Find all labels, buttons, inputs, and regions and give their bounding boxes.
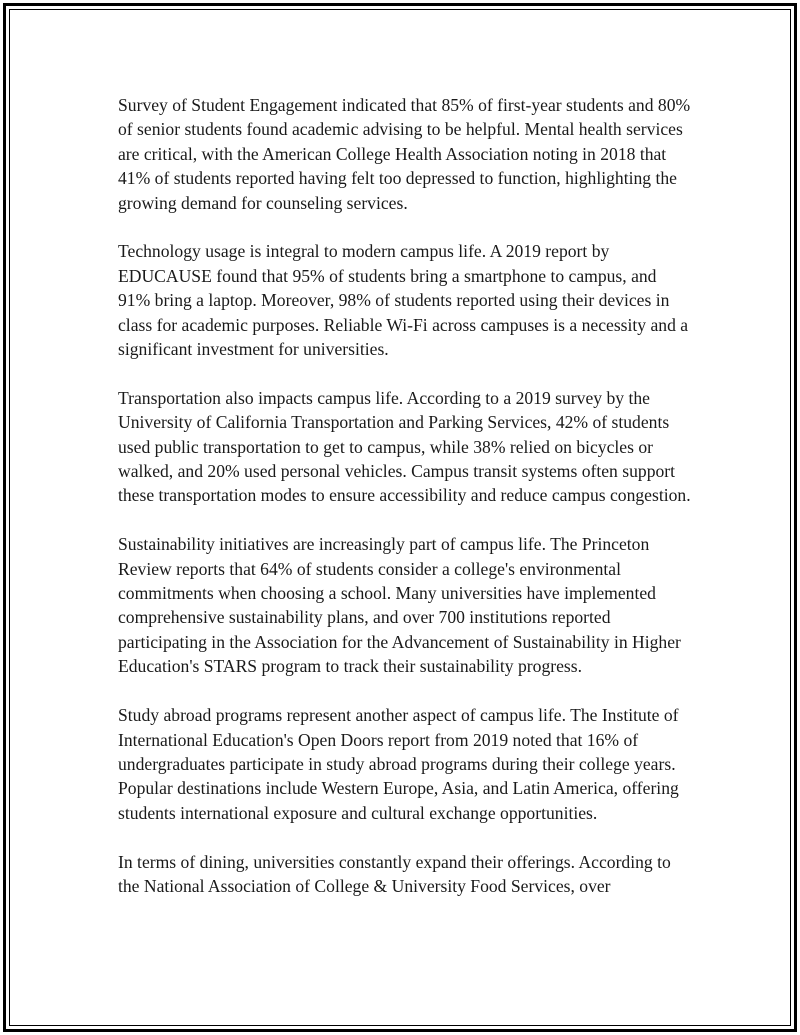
paragraph-dining: In terms of dining, universities constantly expand their offerings. According to the National Association of College & University Food Services, over	[118, 851, 671, 896]
paragraph-study-abroad: Study abroad programs represent another aspect of campus life. The Institute of International Education's Open Doors report from 2019 noted that 16% of undergraduates participate in study abroad programs during their college years. Popular destinations include Western Europe, Asia, and Latin America, offering students international exposure and cultural exchange opportunities.	[118, 705, 679, 823]
paragraph-technology-usage: Technology usage is integral to modern campus life. A 2019 report by EDUCAUSE found that 95% of students bring a smartphone to campus, and 91% bring a laptop. Moreover, 98% of students reported using their devices in class for academic purposes. Reliable Wi-Fi across campuses is a necessity and a significant investment for universities.	[118, 241, 689, 360]
paragraph-advising-mental-health: Survey of Student Engagement indicated that 85% of first-year students and 80% of senior students found academic advising to be helpful. Mental health services are critical, with the American College Health Association noting in 2018 that 41% of students reported having felt too depressed to function, highlighting the growing demand for counseling services.	[118, 95, 691, 213]
document-body	[118, 93, 693, 898]
paragraph-transportation: Transportation also impacts campus life. According to a 2019 survey by the University of California Transportation and Parking Services, 42% of students used public transportation to get to campus, while 38% relied on bicycles or walked, and 20% used personal vehicles. Campus transit systems often support these transportation modes to ensure accessibility and reduce campus congestion.	[118, 387, 691, 506]
paragraph-sustainability: Sustainability initiatives are increasingly part of campus life. The Princeton Review reports that 64% of students consider a college's environmental commitments when choosing a school. Many universities have implemented comprehensive sustainability plans, and over 700 institutions reported participating in the Association for the Advancement of Sustainability in Higher Education's STARS program to track their sustainability progress.	[118, 534, 681, 677]
